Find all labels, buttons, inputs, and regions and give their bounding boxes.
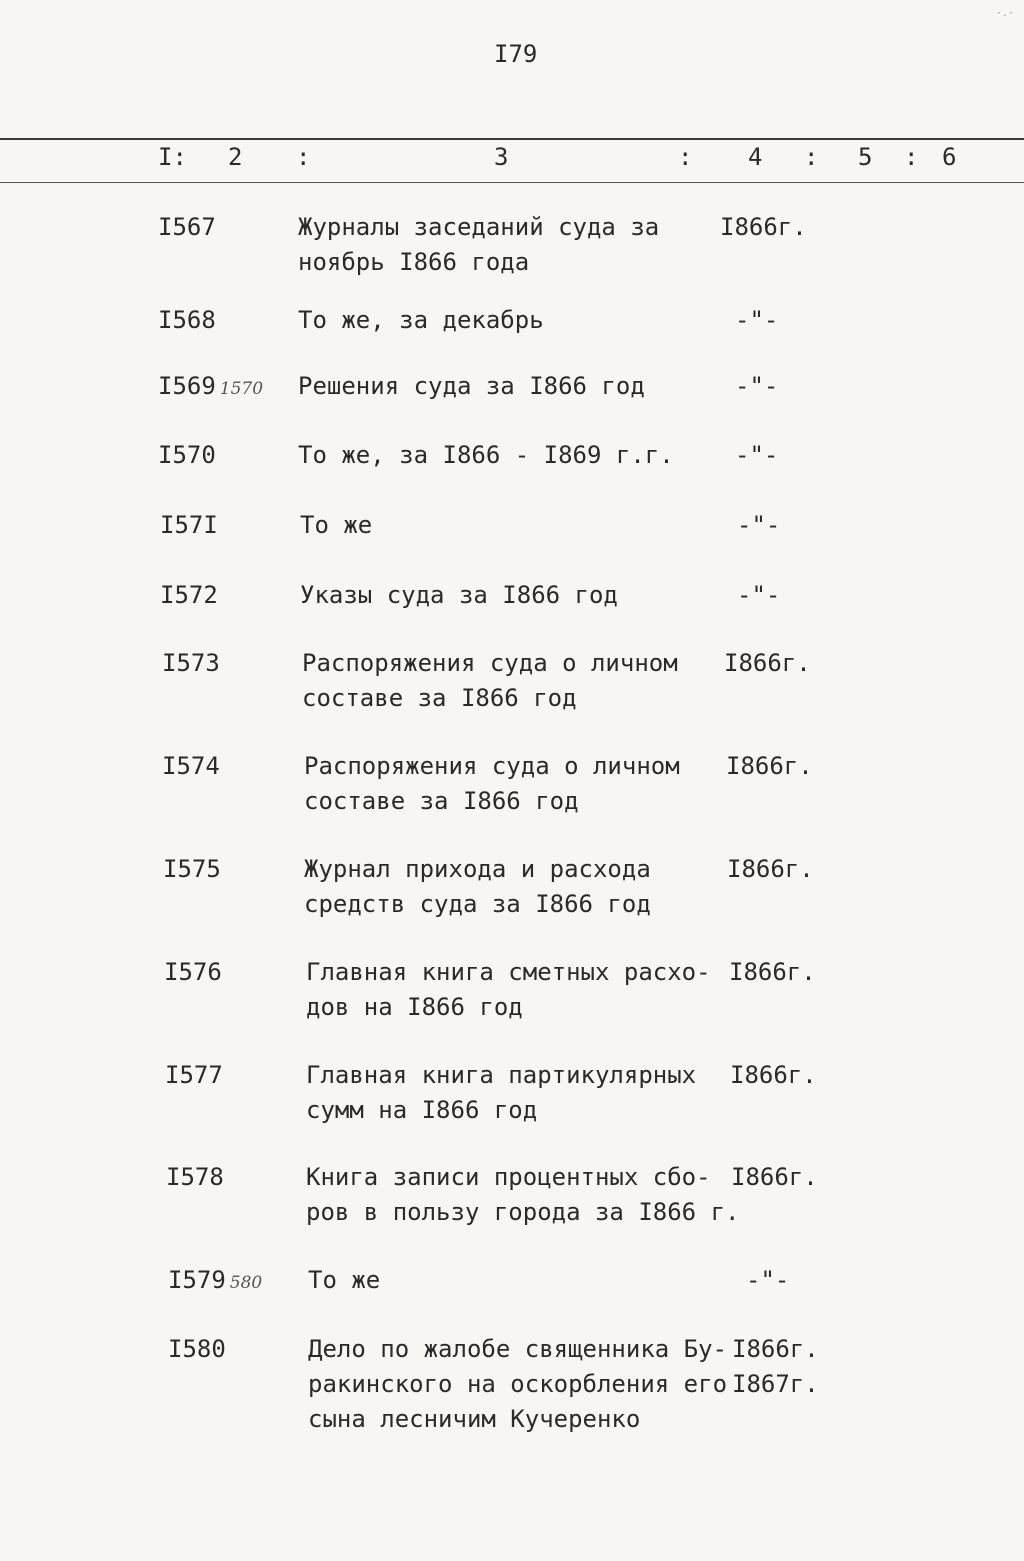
header-col1: I: [158,143,187,171]
item-title-line: сумм на I866 год [306,1096,538,1124]
item-title-line: ров в пользу города за I866 г. [306,1198,740,1226]
item-number: I568 [158,306,216,334]
item-date: I866г. [726,752,813,780]
header-sep1: : [296,143,311,171]
item-date: I866г. [730,1061,817,1089]
item-number: I570 [158,441,216,469]
item-number: I576 [164,958,222,986]
item-number: I580 [168,1335,226,1363]
item-date: I866г. [727,855,814,883]
item-date: I866г. [720,213,807,241]
handwritten-annotation: 1570 [219,379,264,399]
item-title-line: То же [300,511,373,539]
header-top-rule [0,138,1024,140]
header-col4: 4 [748,143,763,171]
item-title-line: Журналы заседаний суда за [298,213,660,241]
item-number: I578 [166,1163,224,1191]
item-date-end: I867г. [732,1370,819,1398]
item-number: I573 [162,649,220,677]
item-number: I57I [160,511,218,539]
item-number: I567 [158,213,216,241]
header-col2: 2 [228,143,243,171]
item-date: I866г. [731,1163,818,1191]
item-title-line: То же, за I866 - I869 г.г. [298,441,674,469]
item-date: I866г. [732,1335,819,1363]
item-title-line: Главная книга сметных расхо- [306,958,711,986]
corner-mark: ·.· [996,8,1015,19]
handwritten-annotation: 580 [229,1273,263,1293]
item-number: I579 580 [168,1266,263,1294]
item-number: I572 [160,581,218,609]
item-number: I575 [163,855,221,883]
item-date: -"- [737,581,781,609]
item-title-line: Дело по жалобе священника Бу- [308,1335,728,1363]
item-title-line: ракинского на оскорбления его [308,1370,728,1398]
item-title-line: То же, за декабрь [298,306,544,334]
item-date: -"- [735,441,779,469]
item-date: -"- [737,511,781,539]
item-date: -"- [746,1266,790,1294]
item-title-line: средств суда за I866 год [304,890,651,918]
item-title-line: Главная книга партикулярных [306,1061,697,1089]
item-date: I866г. [729,958,816,986]
header-bottom-rule [0,182,1024,183]
item-title-line: Книга записи процентных сбо- [306,1163,711,1191]
header-sep2: : [678,143,693,171]
header-col6: 6 [942,143,957,171]
item-title-line: Решения суда за I866 год [298,372,645,400]
item-title-line: сына лесничим Кучеренко [308,1405,641,1433]
item-number: I577 [165,1061,223,1089]
item-title-line: составе за I866 год [302,684,577,712]
item-number: I569 1570 [158,372,264,400]
item-number: I574 [162,752,220,780]
item-title-line: То же [308,1266,381,1294]
item-title-line: Указы суда за I866 год [300,581,618,609]
item-title-line: Журнал прихода и расхода [304,855,651,883]
item-title-line: составе за I866 год [304,787,579,815]
item-title-line: ноябрь I866 года [298,248,530,276]
item-title-line: Распоряжения суда о личном [304,752,680,780]
item-date: -"- [735,306,779,334]
header-col5: 5 [858,143,873,171]
header-sep4: : [904,143,919,171]
page-number: I79 [494,40,538,68]
header-col3: 3 [494,143,509,171]
header-sep3: : [804,143,819,171]
item-date: I866г. [724,649,811,677]
item-date: -"- [735,372,779,400]
item-title-line: дов на I866 год [306,993,523,1021]
item-title-line: Распоряжения суда о личном [302,649,678,677]
